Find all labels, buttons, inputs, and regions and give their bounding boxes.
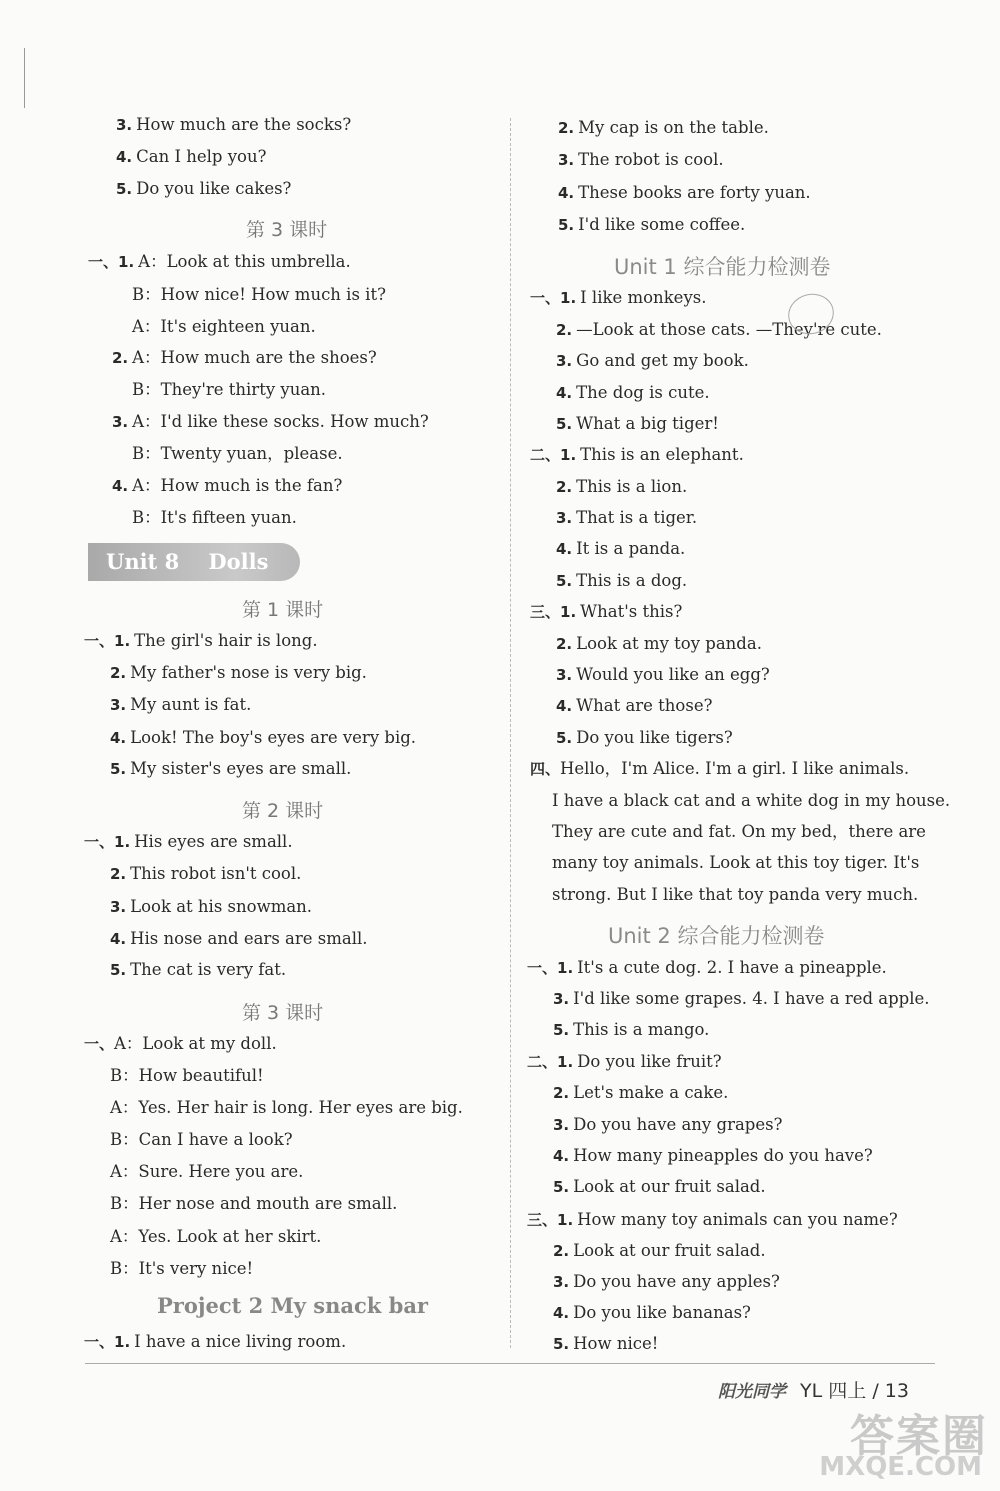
answer-line <box>553 1114 782 1136</box>
answer-text: The robot is cool. <box>578 150 724 169</box>
answer-text: The girl's hair is long. <box>134 631 318 650</box>
answer-text: Do you have any grapes? <box>573 1115 783 1134</box>
answer-text: This robot isn't cool. <box>130 864 302 883</box>
answer-line <box>553 988 930 1010</box>
item-number: 4. <box>556 697 573 715</box>
answer-text: A：Look at my doll. <box>114 1034 277 1053</box>
answer-text: B：It's fifteen yuan. <box>132 508 297 527</box>
answer-line <box>110 727 416 749</box>
section-marker: 三、 <box>530 603 561 621</box>
footer-rule <box>85 1363 935 1364</box>
lesson-heading: Unit 2 综合能力检测卷 <box>608 924 825 948</box>
answer-line <box>530 601 682 623</box>
item-number: 5. <box>556 729 573 747</box>
answer-text: His nose and ears are small. <box>130 929 368 948</box>
answer-text: It is a panda. <box>576 539 686 558</box>
unit-8-banner: Unit 8 Dolls <box>88 543 300 581</box>
answer-line <box>556 695 712 717</box>
item-number: 3. <box>556 352 573 370</box>
item-number: 1. <box>557 1211 574 1229</box>
answer-line <box>553 1333 658 1355</box>
item-number: 5. <box>553 1335 570 1353</box>
answer-text: Look at our fruit salad. <box>573 1177 766 1196</box>
item-number: 3. <box>116 116 133 134</box>
answer-line <box>132 507 297 529</box>
item-number: 4. <box>556 384 573 402</box>
answer-line <box>553 1082 728 1104</box>
answer-text: How much are the socks? <box>136 115 352 134</box>
section-marker: 一、 <box>527 959 558 977</box>
answer-line <box>556 319 882 341</box>
answer-text: What a big tiger! <box>576 414 719 433</box>
answer-line <box>110 928 368 950</box>
answer-line <box>110 863 301 885</box>
answer-text: B：Twenty yuan，please. <box>132 444 343 463</box>
item-number: 2. <box>110 664 127 682</box>
answer-text: B：How nice! How much is it? <box>132 285 386 304</box>
answer-text: Do you like bananas? <box>573 1303 751 1322</box>
answer-line <box>132 284 386 306</box>
item-number: 3. <box>553 1273 570 1291</box>
answer-text: Look! The boy's eyes are very big. <box>130 728 417 747</box>
answer-line <box>558 149 724 171</box>
item-number: 3. <box>110 696 127 714</box>
answer-line <box>553 1240 766 1262</box>
answer-text: My sister's eyes are small. <box>130 759 352 778</box>
answer-text: Do you like tigers? <box>576 728 733 747</box>
section-marker: 一、 <box>84 632 115 650</box>
answer-text: A：Sure. Here you are. <box>110 1162 304 1181</box>
item-number: 1. <box>557 959 574 977</box>
watermark-site: MXQE.COM <box>819 1452 982 1482</box>
answer-text: I have a black cat and a white dog in my house. <box>552 791 951 810</box>
item-number: 1. <box>557 1053 574 1071</box>
answer-text: A：How much is the fan? <box>132 476 343 495</box>
item-number: 2. <box>553 1242 570 1260</box>
answer-line <box>110 959 286 981</box>
answer-line <box>552 821 926 843</box>
answer-line <box>553 1019 709 1041</box>
answer-line <box>556 664 770 686</box>
answer-text: A：Yes. Her hair is long. Her eyes are big. <box>110 1098 463 1117</box>
answer-line <box>84 1331 346 1353</box>
item-number: 4. <box>558 184 575 202</box>
item-number: 4. <box>112 477 129 495</box>
answer-text: Hello，I'm Alice. I'm a girl. I like animals. <box>560 759 910 778</box>
column-divider <box>510 118 511 1348</box>
item-number: 4. <box>116 148 133 166</box>
section-marker: 一、 <box>84 1333 115 1351</box>
item-number: 3. <box>553 1116 570 1134</box>
answer-line <box>527 1209 898 1231</box>
answer-line <box>558 117 769 139</box>
item-number: 2. <box>556 478 573 496</box>
answer-text: They are cute and fat. On my bed，there are <box>552 822 926 841</box>
answer-line <box>132 379 326 401</box>
answer-line <box>112 411 429 433</box>
answer-line <box>84 1033 277 1055</box>
answer-line <box>132 316 316 338</box>
answer-line <box>110 1226 321 1248</box>
answer-text: Can I help you? <box>136 147 267 166</box>
answer-line <box>110 1258 253 1280</box>
answer-line <box>527 1051 722 1073</box>
answer-text: B：Her nose and mouth are small. <box>110 1194 398 1213</box>
answer-line <box>527 957 887 979</box>
section-marker: 一、 <box>530 289 561 307</box>
answer-text: B：They're thirty yuan. <box>132 380 327 399</box>
item-number: 1. <box>560 603 577 621</box>
answer-line <box>110 1129 293 1151</box>
section-marker: 三、 <box>527 1211 558 1229</box>
answer-text: This is a lion. <box>576 477 688 496</box>
answer-line <box>556 507 697 529</box>
answer-text: The cat is very fat. <box>130 960 287 979</box>
answer-line <box>552 790 950 812</box>
item-number: 3. <box>556 509 573 527</box>
item-number: 5. <box>553 1178 570 1196</box>
watermark-main: 答案圈 <box>850 1411 988 1462</box>
left-margin-mark <box>24 48 25 108</box>
answer-line <box>556 633 762 655</box>
section-marker: 一、 <box>88 253 119 271</box>
answer-text: I have a nice living room. <box>134 1332 347 1351</box>
item-number: 5. <box>110 961 127 979</box>
lesson-heading: 第 2 课时 <box>242 800 324 822</box>
answer-text: Do you like cakes? <box>136 179 292 198</box>
answer-line <box>558 214 745 236</box>
item-number: 3. <box>558 151 575 169</box>
answer-text: Look at his snowman. <box>130 897 313 916</box>
answer-text: His eyes are small. <box>134 832 293 851</box>
answer-text: —Look at those cats. —They're cute. <box>576 320 882 339</box>
answer-text: A：How much are the shoes? <box>132 348 377 367</box>
answer-line <box>84 831 293 853</box>
section-marker: 四、 <box>530 760 561 778</box>
item-number: 4. <box>556 540 573 558</box>
lesson-heading: 第 1 课时 <box>242 599 324 621</box>
answer-text: That is a tiger. <box>576 508 698 527</box>
item-number: 3. <box>112 413 129 431</box>
brand-logo: 阳光同学 <box>718 1382 786 1402</box>
lesson-heading: Unit 1 综合能力检测卷 <box>614 255 831 279</box>
page-number: YL 四上 / 13 <box>800 1380 909 1402</box>
answer-line <box>112 347 377 369</box>
project-2-heading: Project 2 My snack bar <box>157 1293 429 1318</box>
item-number: 4. <box>553 1304 570 1322</box>
page-footer <box>718 1376 909 1403</box>
answer-text: What are those? <box>576 696 713 715</box>
item-number: 1. <box>114 833 131 851</box>
answer-line <box>553 1271 780 1293</box>
item-number: 3. <box>556 666 573 684</box>
answer-text: These books are forty yuan. <box>578 183 811 202</box>
answer-line <box>132 443 343 465</box>
item-number: 5. <box>556 572 573 590</box>
answer-text: How many pineapples do you have? <box>573 1146 873 1165</box>
answer-line <box>116 146 266 168</box>
answer-line <box>530 758 909 780</box>
item-number: 5. <box>556 415 573 433</box>
section-marker: 一、 <box>84 1035 115 1053</box>
answer-line <box>556 538 685 560</box>
answer-line <box>110 1065 264 1087</box>
item-number: 1. <box>114 632 131 650</box>
answer-text: How nice! <box>573 1334 659 1353</box>
answer-line <box>552 884 918 906</box>
item-number: 2. <box>110 865 127 883</box>
answer-text: Let's make a cake. <box>573 1083 729 1102</box>
item-number: 3. <box>553 990 570 1008</box>
answer-text: B：How beautiful! <box>110 1066 264 1085</box>
item-number: 2. <box>556 635 573 653</box>
answer-line <box>116 114 351 136</box>
answer-text: What's this? <box>580 602 683 621</box>
item-number: 4. <box>553 1147 570 1165</box>
answer-line <box>556 350 749 372</box>
answer-text: Do you have any apples? <box>573 1272 780 1291</box>
answer-text: My aunt is fat. <box>130 695 252 714</box>
answer-text: Look at my toy panda. <box>576 634 762 653</box>
answer-text: My cap is on the table. <box>578 118 769 137</box>
answer-text: many toy animals. Look at this toy tiger. It's <box>552 853 920 872</box>
item-number: 5. <box>116 180 133 198</box>
answer-line <box>530 444 744 466</box>
answer-line <box>553 1145 873 1167</box>
answer-text: strong. But I like that toy panda very much. <box>552 885 919 904</box>
answer-text: Do you like fruit? <box>577 1052 722 1071</box>
item-number: 4. <box>110 729 127 747</box>
answer-line <box>556 413 719 435</box>
lesson-heading: 第 3 课时 <box>242 1002 324 1024</box>
answer-text: A：I'd like these socks. How much? <box>132 412 429 431</box>
answer-text: My father's nose is very big. <box>130 663 367 682</box>
answer-line <box>110 758 351 780</box>
item-number: 1. <box>118 253 135 271</box>
answer-text: I'd like some grapes. 4. I have a red apple. <box>573 989 930 1008</box>
answer-line <box>556 476 687 498</box>
item-number: 5. <box>558 216 575 234</box>
answer-line <box>112 475 342 497</box>
answer-text: The dog is cute. <box>576 383 710 402</box>
section-marker: 一、 <box>84 833 115 851</box>
item-number: 4. <box>110 930 127 948</box>
answer-text: Would you like an egg? <box>576 665 770 684</box>
answer-text: Go and get my book. <box>576 351 749 370</box>
answer-line <box>110 1161 303 1183</box>
answer-line <box>553 1302 751 1324</box>
lesson-heading: 第 3 课时 <box>246 219 328 241</box>
item-number: 1. <box>560 446 577 464</box>
answer-line <box>530 287 706 309</box>
answer-text: This is an elephant. <box>580 445 744 464</box>
answer-text: I'd like some coffee. <box>578 215 746 234</box>
item-number: 5. <box>553 1021 570 1039</box>
answer-line <box>84 630 318 652</box>
answer-line <box>558 182 811 204</box>
answer-line <box>556 570 687 592</box>
item-number: 2. <box>556 321 573 339</box>
answer-text: A：It's eighteen yuan. <box>132 317 316 336</box>
answer-line <box>553 1176 766 1198</box>
section-marker: 二、 <box>530 446 561 464</box>
answer-line <box>88 251 351 273</box>
answer-text: A：Look at this umbrella. <box>138 252 351 271</box>
answer-line <box>110 662 367 684</box>
answer-line <box>110 694 251 716</box>
answer-line <box>110 1193 397 1215</box>
item-number: 1. <box>114 1333 131 1351</box>
answer-text: This is a mango. <box>573 1020 710 1039</box>
answer-text: A：Yes. Look at her skirt. <box>110 1227 322 1246</box>
answer-line <box>556 382 710 404</box>
answer-text: I like monkeys. <box>580 288 707 307</box>
answer-line <box>552 852 919 874</box>
section-marker: 二、 <box>527 1053 558 1071</box>
answer-text: It's a cute dog. 2. I have a pineapple. <box>577 958 887 977</box>
answer-text: How many toy animals can you name? <box>577 1210 898 1229</box>
answer-text: B：Can I have a look? <box>110 1130 293 1149</box>
answer-line <box>110 1097 463 1119</box>
item-number: 2. <box>553 1084 570 1102</box>
answer-line <box>116 178 291 200</box>
item-number: 1. <box>560 289 577 307</box>
item-number: 2. <box>558 119 575 137</box>
answer-text: This is a dog. <box>576 571 688 590</box>
answer-line <box>556 727 733 749</box>
answer-text: B：It's very nice! <box>110 1259 254 1278</box>
item-number: 3. <box>110 898 127 916</box>
answer-line <box>110 896 312 918</box>
answer-text: Look at our fruit salad. <box>573 1241 766 1260</box>
item-number: 2. <box>112 349 129 367</box>
item-number: 5. <box>110 760 127 778</box>
